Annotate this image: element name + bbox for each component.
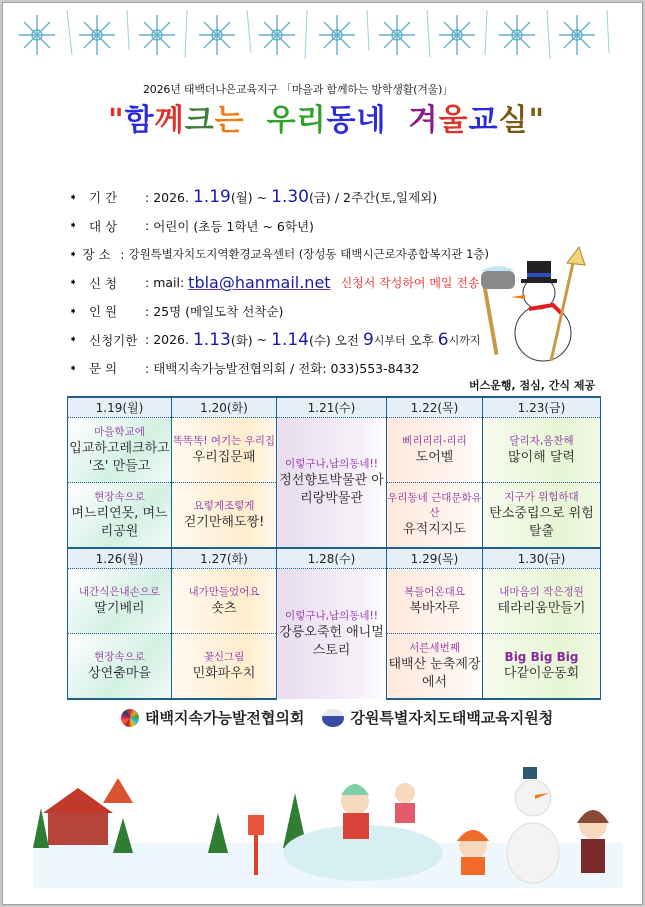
week2-session-row-1	[68, 569, 601, 634]
bullet-arrow-icon: ➧	[69, 220, 78, 232]
title-char: "	[108, 103, 125, 138]
day-header: 1.23(금)	[483, 397, 601, 418]
session-cell: 삐리리리-리리 도어벨	[387, 418, 483, 483]
poster-title	[108, 95, 545, 139]
day-header: 1.19(월)	[68, 397, 172, 418]
sdg-wheel-logo-icon	[121, 709, 139, 727]
schedule-table	[67, 396, 601, 700]
poster-subtitle: 2026년 태백더나은교육지구 「마을과 함께하는 방학생활(겨울)」	[143, 83, 453, 96]
session-cell: 내가만들었어요 숏츠	[172, 569, 277, 634]
title-char: 네	[356, 103, 387, 138]
session-cell: 복들어온대요 복바자루	[387, 569, 483, 634]
day-header: 1.29(목)	[387, 548, 483, 569]
title-char: 리	[296, 103, 327, 138]
session-cell: 서른세번째 태백산 눈축제장에서	[387, 634, 483, 700]
session-cell-fieldtrip: 이렇구나,남의동네!! 강릉오죽헌 애니멀스토리	[277, 569, 387, 700]
day-header: 1.27(화)	[172, 548, 277, 569]
day-header: 1.28(수)	[277, 548, 387, 569]
session-cell: 현장속으로 며느리연못, 며느리공원	[68, 483, 172, 549]
session-cell: 내마음의 작은정원 테라리움만들기	[483, 569, 601, 634]
session-cell: 마을학교에 입교하고레크하고 '조' 만들고	[68, 418, 172, 483]
session-cell: 꽃신그림 민화파우치	[172, 634, 277, 700]
session-cell: 달리자,움찬해 많이해 달력	[483, 418, 601, 483]
week2-header-row	[68, 548, 601, 569]
session-cell: 현장속으로 상연춤마을	[68, 634, 172, 700]
service-note: 버스운행, 점심, 간식 제공	[469, 379, 596, 392]
week1-header-row	[68, 397, 601, 418]
title-char: 께	[154, 103, 185, 138]
poster-page	[2, 2, 643, 905]
day-header: 1.26(월)	[68, 548, 172, 569]
session-cell: 내간식은내손으로 딸기베리	[68, 569, 172, 634]
org1-name: 태백지속가능발전협의회	[145, 709, 305, 727]
organizer-logos	[121, 707, 553, 728]
org2-name: 강원특별자치도태백교육지원청	[350, 709, 554, 727]
email-link[interactable]: tbla@hanmail.net	[188, 273, 331, 293]
snowman-mailbox-illustration	[481, 243, 591, 363]
day-header: 1.20(화)	[172, 397, 277, 418]
session-cell: 지구가 위험하대 탄소중립으로 위험탈출	[483, 483, 601, 549]
title-char: 교	[468, 103, 499, 138]
title-char: 실	[498, 103, 529, 138]
title-char: 울	[438, 103, 469, 138]
title-char: 겨	[408, 103, 439, 138]
info-period: ➧ 기 간 : 2026. 1.19 (월) ~ 1.30 (금) / 2주간(토,일제외)	[69, 187, 438, 208]
info-target: ➧ 대 상 : 어린이 (초등 1학년 ~ 6학년)	[69, 218, 314, 234]
info-place: ➧ 장 소 : 강원특별자치도지역환경교육센터 (장성동 태백시근로자종합복지관 1층)	[69, 246, 489, 263]
session-cell: 요렇게조렇게 걷기만해도짱!	[172, 483, 277, 549]
bullet-arrow-icon: ➧	[69, 248, 78, 260]
education-office-logo-icon	[322, 709, 344, 727]
title-char: 동	[326, 103, 357, 138]
bullet-arrow-icon: ➧	[69, 277, 78, 289]
week1-session-row-1	[68, 418, 601, 483]
winter-kids-illustration	[33, 753, 623, 888]
session-cell: 똑똑똑! 여기는 우리집 우리집문패	[172, 418, 277, 483]
snowflake-border-decoration	[17, 5, 637, 63]
bullet-arrow-icon: ➧	[69, 362, 78, 374]
info-capacity: ➧ 인 원 : 25명 (메일도착 선착순)	[69, 303, 284, 320]
session-cell: 우리동네 근대문화유산 유적지지도	[387, 483, 483, 549]
bullet-arrow-icon: ➧	[69, 191, 78, 203]
day-header: 1.30(금)	[483, 548, 601, 569]
day-header: 1.22(목)	[387, 397, 483, 418]
day-header: 1.21(수)	[277, 397, 387, 418]
info-list	[69, 183, 489, 383]
title-char: "	[528, 103, 546, 138]
bullet-arrow-icon: ➧	[69, 305, 78, 317]
info-apply: ➧ 신 청 : mail: tbla@hanmail.net 신청서 작성하여 메일 전송	[69, 273, 480, 293]
title-char: 크	[184, 103, 215, 138]
title-char: 는	[214, 103, 245, 138]
title-char: 우	[266, 103, 297, 138]
info-contact: ➧ 문 의 : 태백지속가능발전협의회 / 전화: 033)553-8432	[69, 360, 420, 377]
session-cell: Big Big Big 다같이운동회	[483, 634, 601, 700]
title-char: 함	[124, 103, 155, 138]
info-deadline: ➧ 신청기한 : 2026. 1.13 (화) ~ 1.14 (수) 오전 9 시부터 오후 6 시까지	[69, 329, 481, 350]
bullet-arrow-icon: ➧	[69, 334, 78, 346]
session-cell-fieldtrip: 이렇구나,남의동네!! 정선향토박물관 아리랑박물관	[277, 418, 387, 549]
